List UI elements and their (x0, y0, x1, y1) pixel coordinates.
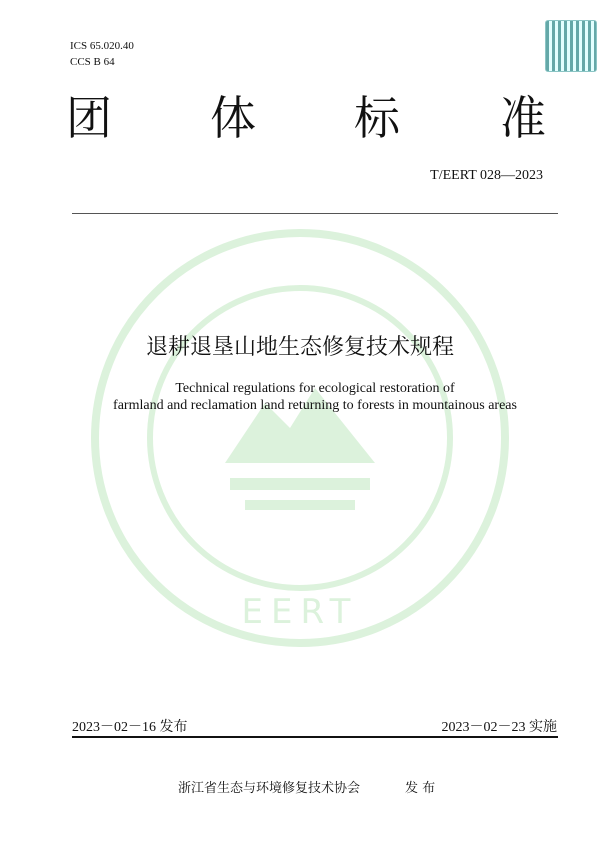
publisher-action: 发 布 (405, 781, 436, 796)
document-title-cn: 退耕退垦山地生态修复技术规程 (145, 335, 454, 360)
document-title-en-line1: Technical regulations for ecological restoration of (175, 381, 455, 396)
doc-type-char: 体 (210, 91, 256, 145)
qr-code-icon (545, 20, 597, 72)
bottom-divider (72, 736, 558, 738)
implement-date: 2023－02－23 实施 (441, 720, 557, 735)
document-title-en-line2: farmland and reclamation land returning to forests in mountainous areas (113, 398, 517, 413)
ics-code: ICS 65.020.40 (70, 40, 134, 52)
publish-date: 2023－02－16 发布 (72, 720, 188, 735)
doc-type-char: 标 (354, 91, 400, 145)
doc-type-char: 准 (500, 91, 546, 145)
ccs-code: CCS B 64 (70, 56, 115, 68)
doc-type-char: 团 (66, 91, 112, 145)
association-logo-watermark (90, 228, 510, 648)
top-divider (72, 213, 558, 214)
svg-text:EERT: EERT (241, 592, 359, 632)
publisher-name: 浙江省生态与环境修复技术协会 (178, 781, 361, 796)
standard-number: T/EERT 028—2023 (430, 168, 543, 183)
